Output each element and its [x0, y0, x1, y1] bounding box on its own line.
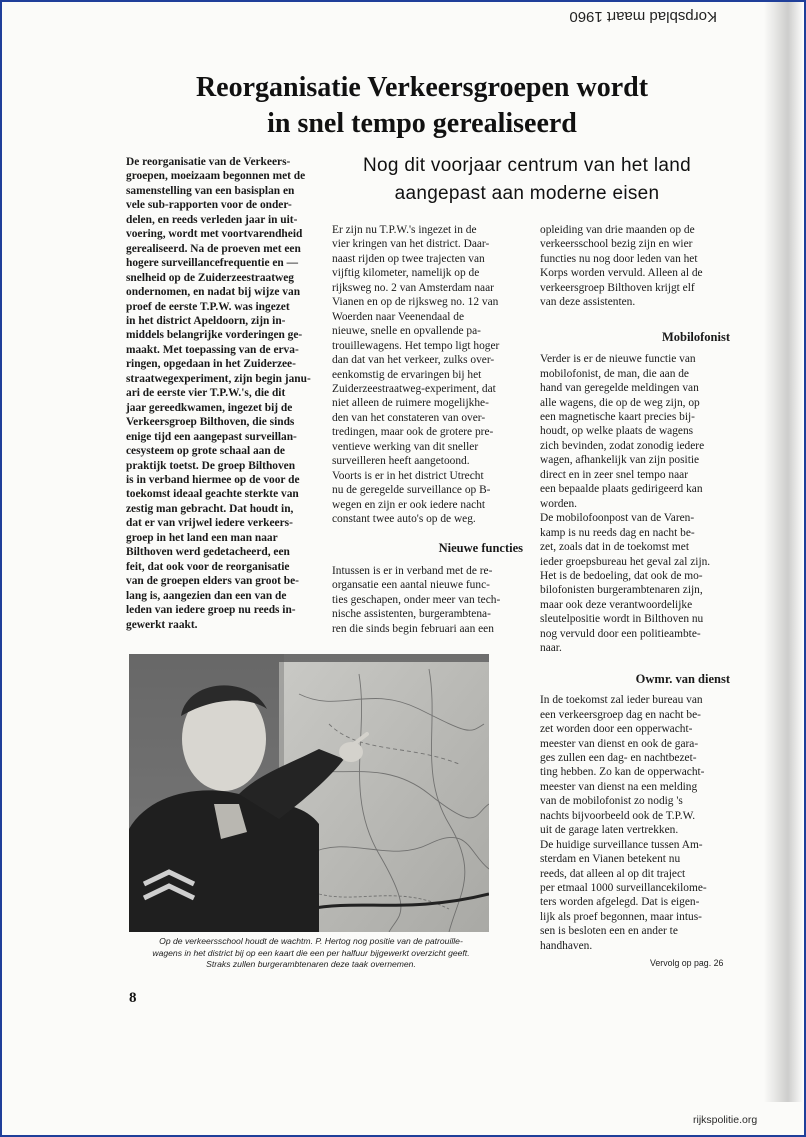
text-line: proef de eerste T.P.W. was ingezet — [126, 300, 290, 313]
text-line: voering, wordt met voortvarendheid — [126, 228, 303, 241]
text-line: ting hebben. Zo kan de opperwacht- — [540, 766, 705, 779]
text-line: eenkomstig de ervaringen bij het — [332, 368, 482, 381]
text-line: lijk als proef begonnen, maar intus- — [540, 910, 702, 923]
text-line: hand van geregelde meldingen van — [540, 382, 699, 395]
text-line: tredingen, maar ook de grotere pre- — [332, 426, 494, 439]
text-line: ges zullen een dag- en nachtbezet- — [540, 751, 697, 764]
text-line: gewerkt raakt. — [126, 618, 198, 631]
title-line: in snel tempo gerealiseerd — [267, 108, 577, 139]
paragraph — [540, 693, 730, 838]
text-line: snelheid op de Zuiderzeestraatweg — [126, 271, 294, 284]
subtitle-line: Nog dit voorjaar centrum van het land — [363, 155, 691, 176]
text-line: rijksweg no. 2 van Amsterdam naar — [332, 281, 494, 294]
text-line: zet worden door een opperwacht- — [540, 723, 693, 736]
text-line: hogere surveillancefrequentie en — — [126, 257, 298, 270]
text-line: cesysteem op grote schaal aan de — [126, 445, 285, 458]
text-line: direct en in zeer snel tempo naar — [540, 468, 689, 481]
text-line: bilofonisten burgerambtenaren zijn, — [540, 584, 703, 597]
paragraph — [332, 469, 523, 527]
text-line: groep in het land een man naar — [126, 531, 278, 544]
text-line: uit de garage laten vertrekken. — [540, 824, 679, 837]
text-line: mobilofonist, de man, die aan de — [540, 367, 689, 380]
text-line: zestig man gebracht. Dat houdt in, — [126, 502, 294, 515]
caption-line: Op de verkeersschool houdt de wachtm. P. Hertog nog positie van de patrouille- — [159, 936, 463, 946]
text-line: ters worden afgelegd. Dat is eigen- — [540, 896, 700, 909]
text-line: Woerden naar Veenendaal de — [332, 310, 465, 323]
text-line: vijftig kilometer, namelijk op de — [332, 267, 480, 280]
text-line: Er zijn nu T.P.W.'s ingezet in de — [332, 224, 477, 236]
text-line: houdt, op welke plaats de wagens — [540, 425, 694, 438]
paragraph — [540, 838, 730, 954]
text-line: worden. — [540, 497, 578, 510]
text-line: groepen, moeizaam begonnen met de — [126, 170, 306, 183]
column-middle — [332, 223, 523, 636]
text-line: Intussen is er in verband met de re- — [332, 564, 493, 577]
text-line: reeds, dat alleen al op dit traject — [540, 867, 686, 880]
text-line: meester van dienst en ook de gara- — [540, 737, 699, 750]
title-line: Reorganisatie Verkeersgroepen wordt — [195, 72, 649, 103]
text-line: sleutelpositie wordt in Bilthoven nu — [540, 613, 704, 626]
text-line: Verkeersgroep Bilthoven, die sinds — [126, 416, 295, 429]
text-line: is in verband hiermee op de voor de — [126, 473, 300, 486]
text-line: verkeersschool bezig zijn en wier — [540, 238, 693, 251]
text-line: In de toekomst zal ieder bureau van — [540, 694, 703, 707]
text-line: alle wagens, die op de weg zijn, op — [540, 396, 700, 409]
text-line: ties geschapen, onder meer van tech- — [332, 593, 501, 606]
photo-officer-at-map — [129, 654, 489, 932]
text-line: van de groepen elders van groot be- — [126, 575, 299, 588]
text-line: handhaven. — [540, 939, 593, 952]
text-line: sterdam en Vianen betekent nu — [540, 853, 681, 866]
text-line: niet alleen de ruimere mogelijkhe- — [332, 397, 489, 410]
text-line: organsatie een aantal nieuwe func- — [332, 579, 490, 592]
intro-paragraph — [126, 155, 319, 632]
text-line: in het district Apeldoorn, zijn in- — [126, 314, 286, 327]
text-line: zich bevinden, zodat zonodig iedere — [540, 439, 705, 452]
article-subtitle — [332, 152, 722, 208]
text-line: nische assistenten, burgerambtena- — [332, 608, 491, 621]
text-line: praktijk toetst. De groep Bilthoven — [126, 459, 296, 472]
paragraph — [540, 352, 730, 511]
column-right — [540, 223, 730, 953]
photo-illustration — [129, 654, 489, 932]
text-line: ventieve werking van dit sneller — [332, 440, 479, 453]
text-line: vele sub-rapporten voor de onder- — [126, 199, 292, 212]
text-line: kamp is nu reeds dag en nacht be- — [540, 526, 695, 539]
subtitle-line: aangepast aan moderne eisen — [394, 183, 660, 204]
text-line: ondernomen, en nadat bij wijze van — [126, 286, 301, 299]
text-line: delen, en reeds verleden jaar in uit- — [126, 213, 298, 226]
text-line: De mobilofoonpost van de Varen- — [540, 512, 695, 525]
photo-caption — [130, 936, 492, 971]
text-line: Zuiderzeestraatweg-experiment, dat — [332, 382, 496, 395]
text-line: feit, dat ook voor de reorganisatie — [126, 560, 290, 573]
text-line: van de mobilofonist zo nodig 's — [540, 795, 683, 808]
text-line: De huidige surveillance tussen Am- — [540, 838, 703, 851]
text-line: ari de eerste vier T.P.W.'s, die dit — [126, 387, 286, 400]
paragraph — [332, 223, 523, 469]
article-title — [122, 70, 722, 142]
section-heading-owmr-van-dienst: Owmr. van dienst — [635, 671, 730, 686]
text-line: Bilthoven werd gedetacheerd, een — [126, 546, 290, 559]
text-line: toekomst ideaal geachte sterkte van — [126, 488, 299, 501]
text-line: De reorganisatie van de Verkeers- — [126, 156, 291, 168]
text-line: maakt. Met toepassing van de erva- — [126, 343, 299, 356]
text-line: een bepaalde plaats gedirigeerd kan — [540, 483, 703, 496]
text-line: een magnetische kaart precies bij- — [540, 410, 695, 423]
text-line: van deze assistenten. — [540, 296, 636, 309]
text-line: sen is besloten een en ander te — [540, 925, 678, 938]
text-line: Voorts is er in het district Utrecht — [332, 469, 484, 482]
text-line: constant twee auto's op de weg. — [332, 513, 476, 526]
text-line: een verkeersgroep dag en nacht be- — [540, 708, 701, 721]
text-line: functies nu nog door leden van het — [540, 252, 698, 265]
source-watermark: rijkspolitie.org — [693, 1114, 758, 1126]
text-line: opleiding van drie maanden op de — [540, 224, 695, 236]
text-line: verkeersgroep Bilthoven krijgt elf — [540, 281, 695, 294]
text-line: nachts bijvoorbeeld ook de T.P.W. — [540, 809, 696, 822]
text-line: zet, zoals dat in de toekomst met — [540, 541, 689, 554]
text-line: wegen en zijn er ook iedere nacht — [332, 498, 486, 511]
text-line: per etmaal 1000 surveillancekilome- — [540, 882, 707, 895]
text-line: Korps worden vervuld. Alleen al de — [540, 267, 703, 280]
text-line: meester van dienst na een melding — [540, 780, 698, 793]
text-line: gerealiseerd. Na de proeven met een — [126, 242, 301, 255]
section-heading-mobilofonist: Mobilofonist — [661, 329, 730, 344]
text-line: lang is, aangezien dan een van de — [126, 589, 287, 602]
magazine-header: Korpsblad maart 1960 — [569, 8, 717, 25]
text-line: Verder is er de nieuwe functie van — [540, 353, 696, 366]
text-line: dat er van vrijwel iedere verkeers- — [126, 517, 293, 530]
text-line: trouillewagens. Het tempo ligt hoger — [332, 339, 500, 352]
text-line: wagen, afhankelijk van zijn positie — [540, 454, 700, 467]
text-line: nieuwe, snelle en opvallende pa- — [332, 325, 481, 338]
text-line: naar. — [540, 642, 562, 655]
text-line: dan dat van het verkeer, zulks over- — [332, 354, 495, 367]
text-line: naast rijden op twee trajecten van — [332, 252, 485, 265]
continued-note: Vervolg op pag. 26 — [650, 958, 724, 968]
section-heading-nieuwe-functies: Nieuwe functies — [438, 540, 523, 555]
text-line: ieder groepsbureau het geval zal zijn. — [540, 555, 711, 568]
text-line: ringen, opgedaan in het Zuiderzee- — [126, 358, 296, 371]
text-line: vier kringen van het district. Daar- — [332, 238, 490, 251]
text-line: den van het constateren van over- — [332, 411, 486, 424]
text-line: Vianen en op de rijksweg no. 12 van — [332, 296, 499, 309]
text-line: enige tijd een aangepast surveillan- — [126, 430, 297, 443]
text-line: jaar gereedkwamen, ingezet bij de — [126, 401, 293, 414]
text-line: middels belangrijke vorderingen ge- — [126, 329, 303, 342]
text-line: maar ook deze verantwoordelijke — [540, 598, 693, 611]
text-line: nog vervuld door een politieambte- — [540, 627, 701, 640]
text-line: ren die sinds begin februari aan een — [332, 622, 494, 635]
text-line: Het is de bedoeling, dat ook de mo- — [540, 569, 703, 582]
text-line: samenstelling van een basisplan en — [126, 184, 295, 197]
page-fold-shadow — [764, 2, 804, 1102]
paragraph — [540, 223, 730, 310]
text-line: surveilleren heeft aangetoond. — [332, 455, 470, 468]
intro-column — [126, 155, 319, 632]
page-number: 8 — [129, 990, 137, 1006]
caption-line: Straks zullen burgerambtenaren deze taak overnemen. — [206, 959, 416, 970]
text-line: leden van iedere groep nu reeds in- — [126, 604, 296, 617]
text-line: nu de geregelde surveillance op B- — [332, 484, 491, 497]
paragraph — [332, 564, 523, 636]
caption-line: wagens in het district bij op een kaart die een per halfuur bijgewerkt overzicht geeft. — [152, 947, 470, 958]
paragraph — [540, 511, 730, 656]
text-line: straatwegexperiment, zijn begin janu- — [126, 372, 311, 385]
